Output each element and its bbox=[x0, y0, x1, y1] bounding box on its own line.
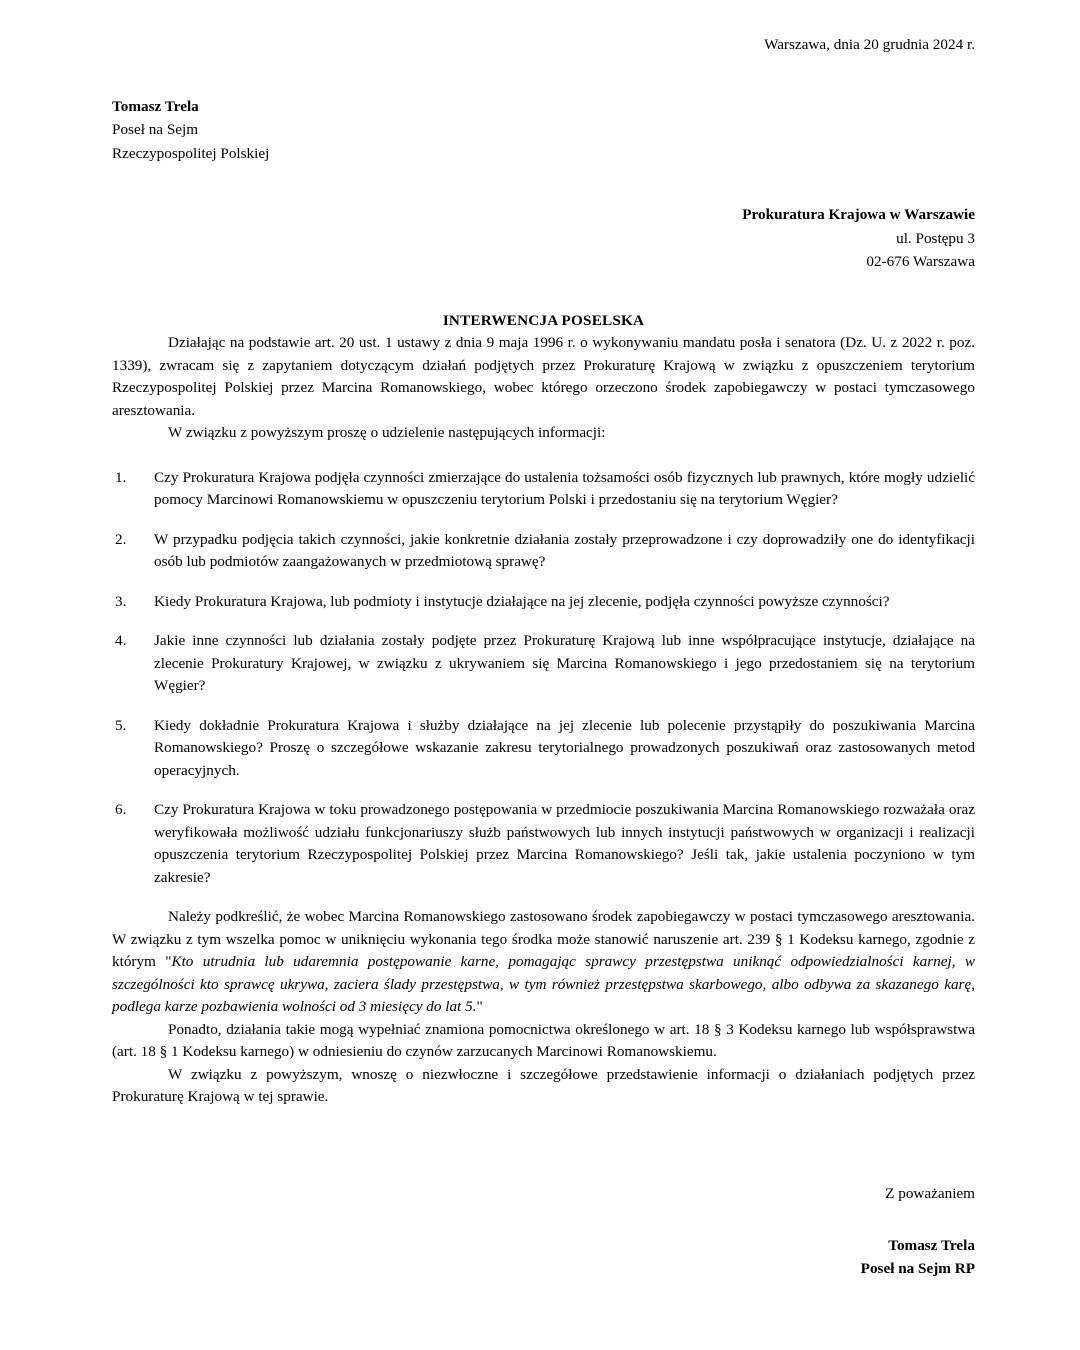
list-item-text: Kiedy dokładnie Prokuratura Krajowa i służby działające na jej zlecenie lub polecenie przystąpiły do poszukiwania Marcina Romanowskiego? Proszę o szczegółowe wskazanie zakresu terytorialnego prowadzonych poszukiwań oraz zastosowanych metod operacyjnych. bbox=[154, 716, 975, 779]
recipient-street: ul. Postępu 3 bbox=[896, 229, 975, 247]
list-item bbox=[112, 591, 975, 614]
list-item-number: 5. bbox=[115, 716, 127, 734]
list-item-text: Czy Prokuratura Krajowa podjęła czynności zmierzające do ustalenia tożsamości osób fizycznych lub prawnych, które mogły udzielić pomocy Marcinowi Romanowskiemu w opuszczeniu terytorium Polski i przedostaniu się na terytorium Węgier? bbox=[154, 468, 975, 509]
recipient-block bbox=[112, 203, 975, 274]
list-item bbox=[112, 630, 975, 698]
note-after-quote: " bbox=[476, 998, 483, 1016]
list-item bbox=[112, 799, 975, 889]
note-paragraph bbox=[112, 906, 975, 1019]
final-paragraph: W związku z powyższym, wnoszę o niezwłoczne i szczegółowe przedstawienie informacji o działaniach podjętych przez Prokuraturę Krajową w tej sprawie. bbox=[112, 1065, 975, 1106]
date-line: Warszawa, dnia 20 grudnia 2024 r. bbox=[764, 36, 975, 53]
intro-paragraph: Działając na podstawie art. 20 ust. 1 ustawy z dnia 9 maja 1996 r. o wykonywaniu mandatu posła i senatora (Dz. U. z 2022 r. poz. 1339), zwracam się z zapytaniem dotyczącym działań podjętych przez Prokuraturę Krajową w związku z opuszczeniem terytorium Rzeczypospolitej Polskiej przez Marcina Romanowskiego, wobec którego orzeczono środek zapobiegawczy w postaci tymczasowego aresztowania. bbox=[112, 334, 975, 419]
list-item-number: 3. bbox=[115, 592, 127, 610]
sender-role: Poseł na Sejm bbox=[112, 121, 199, 139]
page-title: INTERWENCJA POSELSKA bbox=[442, 311, 645, 329]
note-before-quote: Należy podkreślić, że wobec Marcina Romanowskiego zastosowano środek zapobiegawczy w postaci tymczasowego aresztowania. W związku z tym wszelka pomoc w uniknięciu wykonania tego środka może stanowić naruszenie art. 239 § 1 Kodeksu karnego, zgodnie z którym " bbox=[112, 908, 975, 971]
list-item bbox=[112, 467, 975, 512]
list-item bbox=[112, 529, 975, 574]
legal-quote: Kto utrudnia lub udaremnia postępowanie karne, pomagając sprawcy przestępstwa uniknąć odpowiedzialności karnej, w szczególności kto sprawcę ukrywa, zaciera ślady przestępstwa, w tym również przestępstwa skarbowego, albo odbywa za skazanego karę, podlega karze pozbawienia wolności od 3 miesięcy do lat 5. bbox=[112, 953, 975, 1016]
accessory-paragraph: Ponadto, działania takie mogą wypełniać znamiona pomocnictwa określonego w art. 18 § 3 Kodeksu karnego lub współsprawstwa (art. 18 § 1 Kodeksu karnego) w odniesieniu do czynów zarzucanych Marcinowi Romanowskiemu. bbox=[112, 1020, 975, 1061]
list-item-number: 6. bbox=[115, 801, 127, 819]
list-item-text: Kiedy Prokuratura Krajowa, lub podmioty i instytucje działające na jej zlecenie, podjęła czynności powyższe czynności? bbox=[154, 592, 890, 610]
signature-role: Poseł na Sejm RP bbox=[860, 1260, 975, 1278]
list-item-number: 1. bbox=[115, 468, 127, 486]
recipient-city: 02-676 Warszawa bbox=[866, 253, 975, 271]
sender-name: Tomasz Trela bbox=[112, 97, 199, 115]
signature-block bbox=[112, 1235, 975, 1281]
list-item bbox=[112, 715, 975, 783]
closing-line: Z poważaniem bbox=[885, 1184, 975, 1202]
list-item-text: Jakie inne czynności lub działania zostały podjęte przez Prokuraturę Krajową lub inne współpracujące instytucje, działające na zlecenie Prokuratury Krajowej, w związku z ukrywaniem się Marcina Romanowskiego i jego przedostaniem się na terytorium Węgier? bbox=[154, 632, 975, 695]
list-item-text: W przypadku podjęcia takich czynności, jakie konkretnie działania zostały przeprowadzone i czy doprowadziły one do identyfikacji osób lub podmiotów zaangażowanych w przedmiotową sprawę? bbox=[154, 530, 975, 571]
list-item-text: Czy Prokuratura Krajowa w toku prowadzonego postępowania w przedmiocie poszukiwania Marcina Romanowskiego rozważała oraz weryfikowała możliwość udziału funkcjonariuszy służb państwowych lub innych instytucji państwowych w organizacji i realizacji opuszczenia terytorium Rzeczypospolitej Polskiej przez Marcina Romanowskiego? Jeśli tak, jakie ustalenia poczyniono w tym zakresie? bbox=[154, 801, 975, 886]
request-paragraph: W związku z powyższym proszę o udzielenie następujących informacji: bbox=[168, 424, 606, 442]
list-item-number: 4. bbox=[115, 632, 127, 650]
signature-name: Tomasz Trela bbox=[888, 1237, 975, 1255]
recipient-organization: Prokuratura Krajowa w Warszawie bbox=[742, 206, 975, 224]
list-item-number: 2. bbox=[115, 530, 127, 548]
sender-state: Rzeczypospolitej Polskiej bbox=[112, 144, 270, 162]
sender-block bbox=[112, 95, 975, 166]
questions-list bbox=[112, 467, 975, 890]
